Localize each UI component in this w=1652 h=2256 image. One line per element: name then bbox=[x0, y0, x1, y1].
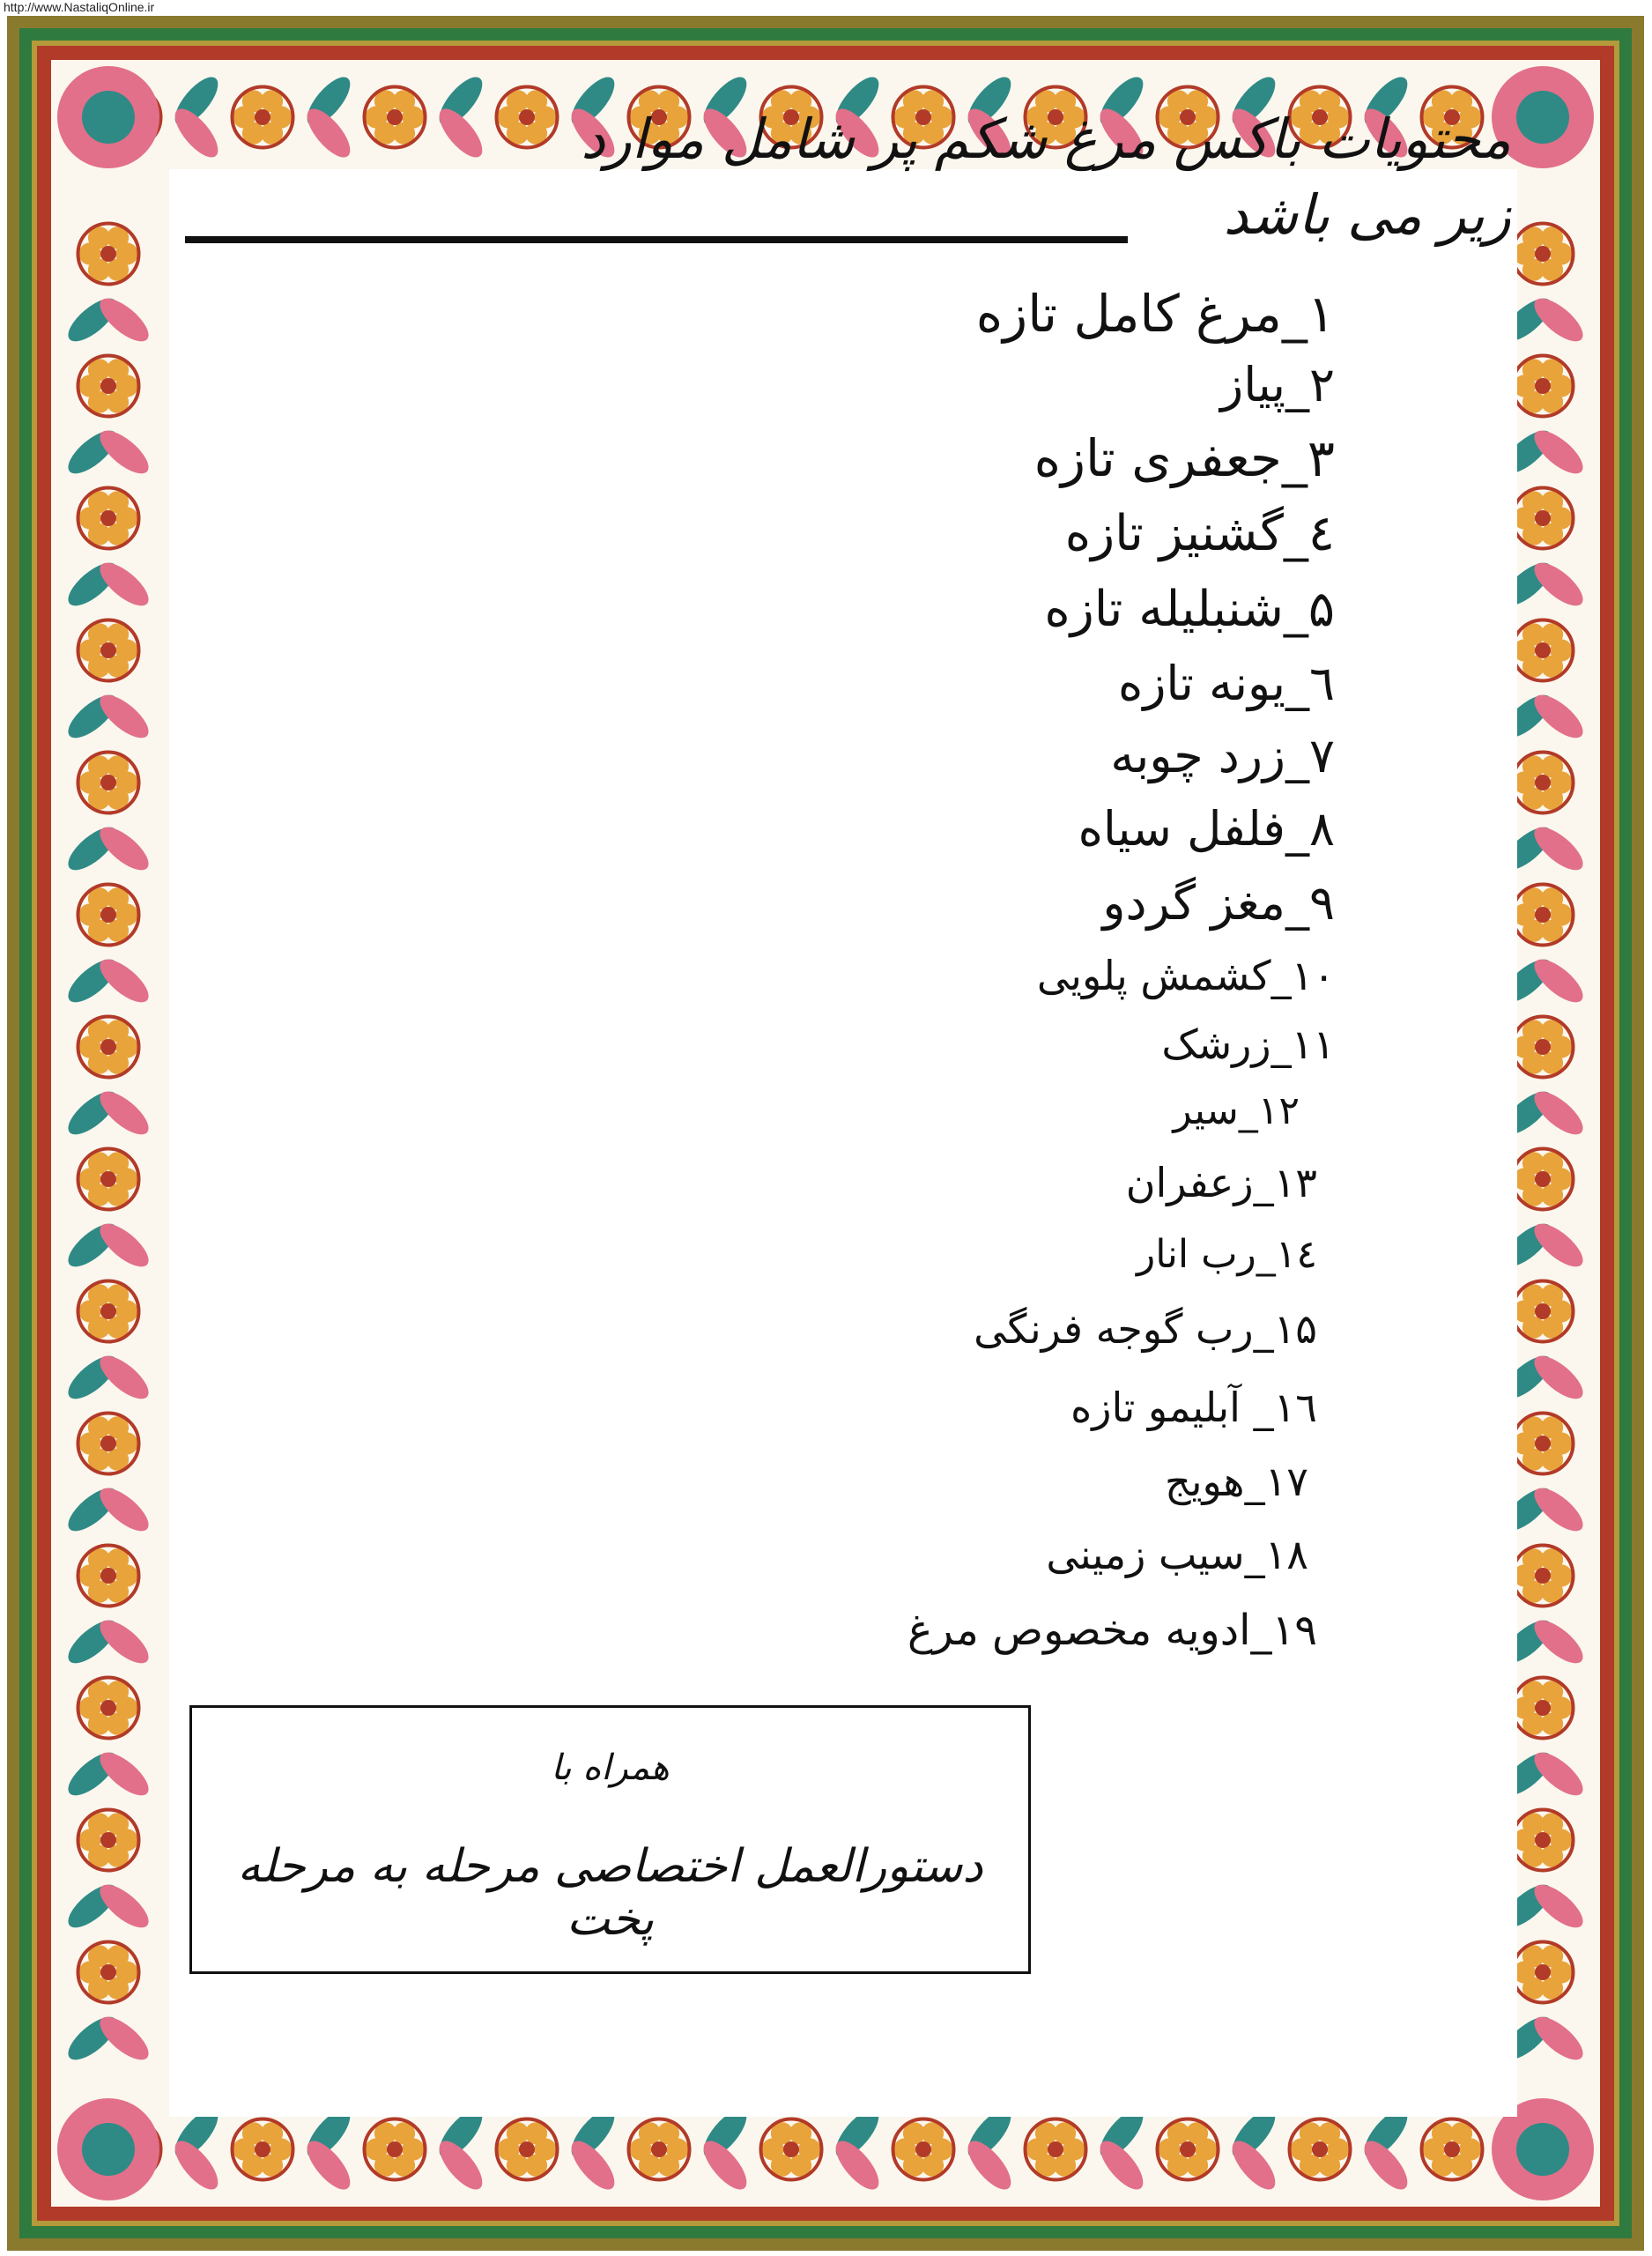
flower-center bbox=[1535, 775, 1551, 790]
flower-center bbox=[100, 1039, 116, 1055]
list-item: ۱٦_ آبلیمو تازه bbox=[1070, 1384, 1317, 1431]
flower-center bbox=[1535, 1039, 1551, 1055]
flower-center bbox=[100, 510, 116, 526]
flower-center bbox=[100, 1303, 116, 1319]
list-item: ۱۰_کشمش پلویی bbox=[1036, 952, 1335, 999]
flower-center bbox=[387, 109, 403, 125]
flower-center bbox=[519, 109, 535, 125]
recipe-note-box bbox=[189, 1705, 1031, 1974]
list-item: ۱۷_هویج bbox=[1165, 1458, 1308, 1505]
list-item: ۹_مغز گردو bbox=[1102, 875, 1335, 931]
flower-center bbox=[100, 1964, 116, 1980]
flower-center bbox=[100, 1171, 116, 1187]
flower-center bbox=[100, 378, 116, 394]
flower-center bbox=[1535, 1568, 1551, 1584]
flower-center bbox=[1048, 2141, 1063, 2157]
flower-center bbox=[1535, 1832, 1551, 1848]
flower-center bbox=[387, 2141, 403, 2157]
flower-center bbox=[100, 246, 116, 262]
flower-center bbox=[1535, 1171, 1551, 1187]
list-item: ۱٤_رب انار bbox=[1136, 1232, 1317, 1277]
flower-center bbox=[255, 2141, 270, 2157]
flower-center bbox=[783, 2141, 799, 2157]
note-subtitle: همراه با bbox=[551, 1748, 670, 1788]
flower-center bbox=[1444, 2141, 1460, 2157]
flower-center bbox=[100, 775, 116, 790]
flower-center bbox=[1535, 510, 1551, 526]
list-item: ۱۳_زعفران bbox=[1125, 1159, 1317, 1206]
note-text: دستورالعمل اختصاصی مرحله به مرحله پخت bbox=[237, 1840, 983, 1946]
list-item: ۳_جعفری تازه bbox=[1033, 428, 1335, 488]
list-item: ۱۸_سیب زمینی bbox=[1046, 1531, 1308, 1578]
flower-center bbox=[1535, 1303, 1551, 1319]
flower-center bbox=[1535, 1700, 1551, 1716]
corner-medallion-center bbox=[1516, 2123, 1569, 2176]
title-underline bbox=[185, 236, 1128, 243]
flower-center bbox=[100, 1568, 116, 1584]
list-item: ۱۱_زرشک bbox=[1161, 1020, 1335, 1068]
flower-center bbox=[1535, 642, 1551, 658]
flower-center bbox=[651, 2141, 667, 2157]
list-item: ۱۹_ادویه مخصوص مرغ bbox=[907, 1606, 1317, 1655]
corner-medallion-center bbox=[82, 2123, 135, 2176]
list-item: ٦_یونه تازه bbox=[1118, 656, 1335, 711]
list-item: ۱۵_رب گوجه فرنگی bbox=[974, 1305, 1317, 1353]
flower-center bbox=[915, 2141, 931, 2157]
corner-medallion-center bbox=[1516, 91, 1569, 144]
flower-center bbox=[1535, 246, 1551, 262]
list-item: ٤_گشنیز تازه bbox=[1064, 505, 1335, 562]
list-item: ۱_مرغ کامل تازه bbox=[975, 284, 1335, 344]
list-item: ۸_فلفل سیاه bbox=[1078, 801, 1335, 857]
flower-center bbox=[1312, 2141, 1328, 2157]
flower-center bbox=[100, 1700, 116, 1716]
page-title: محتویات باکس مرغ شکم پر شامل موارد زیر می باشد bbox=[581, 107, 1511, 247]
corner-medallion-center bbox=[82, 91, 135, 144]
site-url: http://www.NastaliqOnline.ir bbox=[4, 0, 155, 14]
list-item: ۷_زرد چوبه bbox=[1110, 728, 1335, 783]
flower-center bbox=[255, 109, 270, 125]
list-item: ۵_شنبلیله تازه bbox=[1044, 581, 1335, 638]
flower-center bbox=[1535, 907, 1551, 923]
contents-list bbox=[718, 278, 1335, 1668]
flower-center bbox=[1535, 1436, 1551, 1451]
flower-center bbox=[1535, 1964, 1551, 1980]
flower-center bbox=[100, 1436, 116, 1451]
flower-center bbox=[1535, 378, 1551, 394]
list-item: ۲_پیاز bbox=[1220, 357, 1335, 412]
list-item: ۱۲_سیر bbox=[1173, 1088, 1300, 1133]
flower-center bbox=[519, 2141, 535, 2157]
flower-center bbox=[100, 1832, 116, 1848]
flower-center bbox=[100, 907, 116, 923]
flower-center bbox=[100, 642, 116, 658]
flower-center bbox=[1180, 2141, 1196, 2157]
